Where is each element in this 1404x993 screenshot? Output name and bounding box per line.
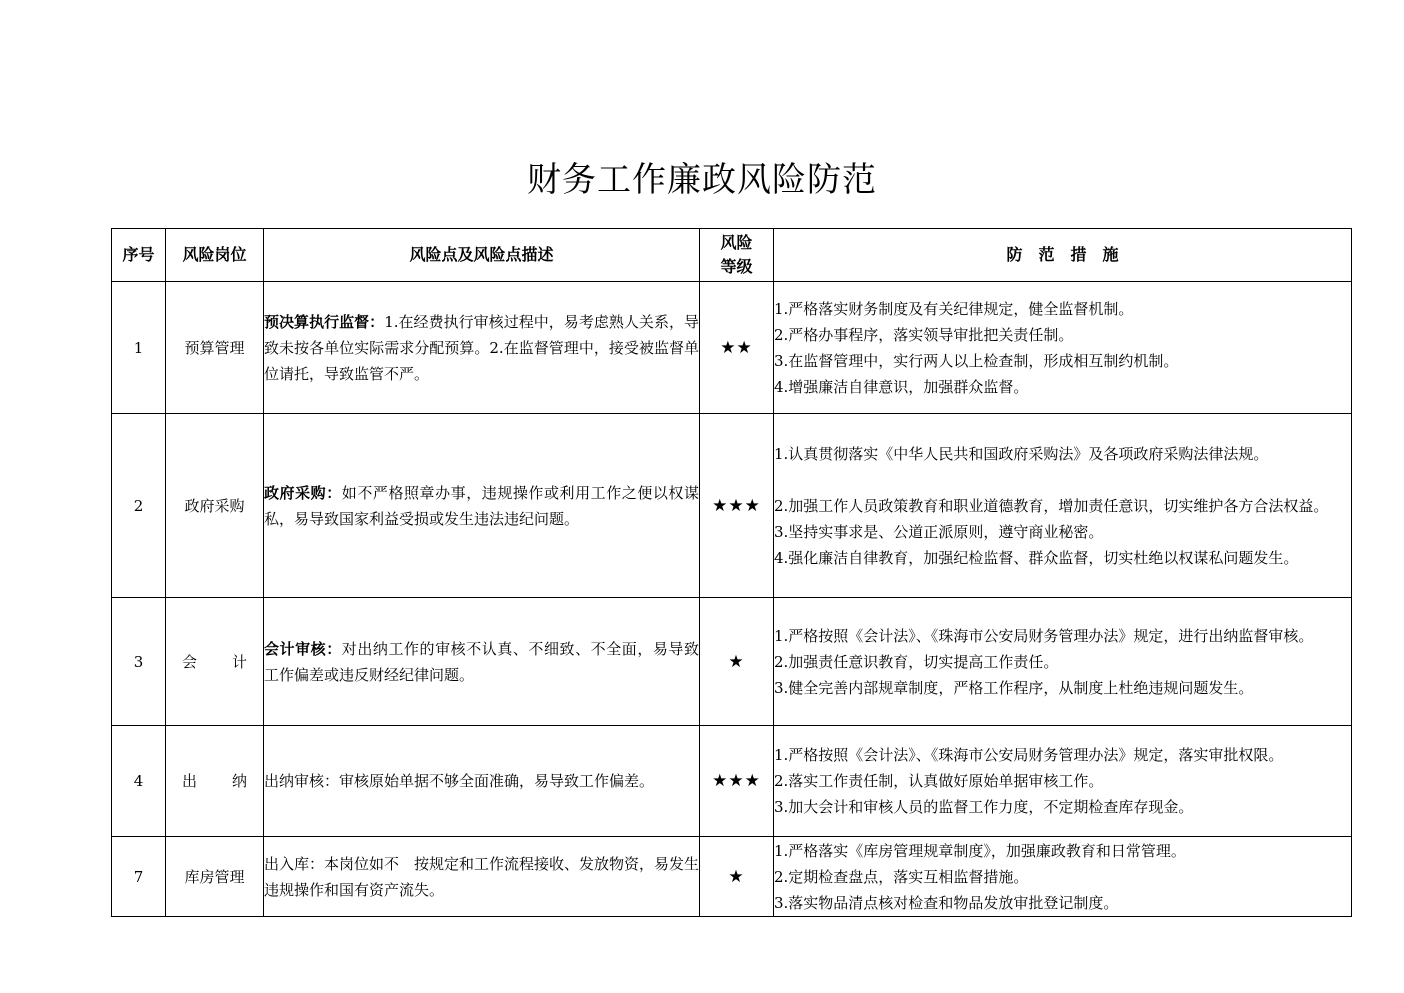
measure-item: 1.认真贯彻落实《中华人民共和国政府采购法》及各项政府采购法律法规。 [774, 444, 1269, 463]
desc-body: 如不严格照章办事，违规操作或利用工作之便以权谋私，易导致国家利益受损或发生违法违纪问题。 [264, 483, 699, 528]
desc-head: 政府采购： [264, 483, 342, 502]
measure-item: 1.严格落实《库房管理规章制度》，加强廉政教育和日常管理。 [774, 841, 1186, 860]
measure-item: 3.加大会计和审核人员的监督工作力度，不定期检查库存现金。 [774, 798, 1194, 816]
measure-item: 2.定期检查盘点，落实互相监督措施。 [774, 867, 1029, 886]
row-no: 3 [112, 598, 166, 726]
measure-item: 1.严格落实财务制度及有关纪律规定，健全监督机制。 [774, 299, 1134, 318]
table-header-row [112, 229, 1352, 282]
measure-item: 4.增强廉洁自律意识，加强群众监督。 [774, 377, 1029, 396]
spacer [774, 467, 1351, 493]
row-measures [774, 726, 1352, 837]
row-desc [264, 414, 700, 598]
row-measures [774, 414, 1352, 598]
row-desc [264, 726, 700, 837]
table-row [112, 726, 1352, 837]
row-desc [264, 598, 700, 726]
measure-item: 3.健全完善内部规章制度，严格工作程序，从制度上杜绝违规问题发生。 [774, 678, 1254, 697]
row-desc [264, 837, 700, 917]
row-post: 会 计 [166, 598, 264, 726]
measure-item: 3.在监督管理中，实行两人以上检查制，形成相互制约机制。 [774, 351, 1179, 370]
measure-item: 3.落实物品清点核对检查和物品发放审批登记制度。 [774, 893, 1119, 912]
header-no: 序号 [112, 229, 166, 282]
row-no: 4 [112, 726, 166, 837]
row-no: 2 [112, 414, 166, 598]
desc-body: 1.在经费执行审核过程中，易考虑熟人关系，导致未按各单位实际需求分配预算。2.在监督管理中，接受被监督单位请托，导致监管不严。 [264, 312, 699, 383]
measure-item: 4.强化廉洁自律教育，加强纪检监督、群众监督，切实杜绝以权谋私问题发生。 [774, 548, 1299, 567]
desc-body: 对出纳工作的审核不认真、不细致、不全面，易导致工作偏差或违反财经纪律问题。 [264, 639, 699, 684]
table-row [112, 414, 1352, 598]
row-desc [264, 282, 700, 414]
row-measures [774, 598, 1352, 726]
desc-body: 出纳审核：审核原始单据不够全面准确，易导致工作偏差。 [264, 772, 655, 790]
measure-item: 2.加强工作人员政策教育和职业道德教育，增加责任意识，切实维护各方合法权益。 [774, 496, 1329, 515]
row-post: 政府采购 [166, 414, 264, 598]
measure-item: 3.坚持实事求是、公道正派原则，遵守商业秘密。 [774, 522, 1104, 541]
measure-item: 2.落实工作责任制，认真做好原始单据审核工作。 [774, 772, 1104, 790]
header-post: 风险岗位 [166, 229, 264, 282]
page-title: 财务工作廉政风险防范 [527, 160, 877, 200]
row-measures [774, 282, 1352, 414]
risk-level-stars: ★★ [700, 282, 774, 414]
header-measures: 防 范 措 施 [774, 229, 1352, 282]
table-row [112, 282, 1352, 414]
measure-item: 1.严格按照《会计法》、《珠海市公安局财务管理办法》规定，落实审批权限。 [774, 746, 1284, 764]
risk-level-stars: ★ [700, 598, 774, 726]
row-post: 出 纳 [166, 726, 264, 837]
header-level [700, 229, 774, 282]
desc-body: 出入库：本岗位如不 按规定和工作流程接收、发放物资，易发生违规操作和国有资产流失。 [264, 854, 700, 899]
table-row [112, 598, 1352, 726]
header-desc: 风险点及风险点描述 [264, 229, 700, 282]
risk-level-stars: ★★★ [700, 726, 774, 837]
header-level-line1: 风险 [720, 233, 753, 252]
row-post: 预算管理 [166, 282, 264, 414]
measure-item: 1.严格按照《会计法》、《珠海市公安局财务管理办法》规定，进行出纳监督审核。 [774, 626, 1314, 645]
risk-level-stars: ★★★ [700, 414, 774, 598]
risk-level-stars: ★ [700, 837, 774, 917]
table-row [112, 837, 1352, 917]
row-post: 库房管理 [166, 837, 264, 917]
row-no: 7 [112, 837, 166, 917]
row-no: 1 [112, 282, 166, 414]
risk-table [111, 228, 1352, 917]
row-measures [774, 837, 1352, 917]
desc-head: 会计审核： [264, 639, 342, 658]
measure-item: 2.加强责任意识教育，切实提高工作责任。 [774, 652, 1059, 671]
measure-item: 2.严格办事程序，落实领导审批把关责任制。 [774, 325, 1074, 344]
header-level-line2: 等级 [720, 257, 753, 276]
desc-head: 预决算执行监督： [264, 312, 385, 331]
